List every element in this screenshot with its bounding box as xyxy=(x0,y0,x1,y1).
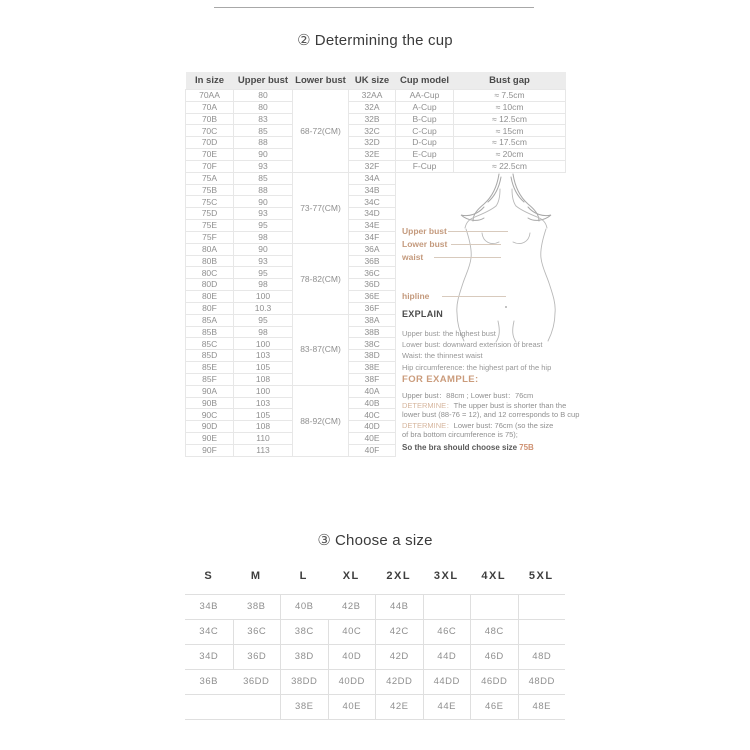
cup-size-table xyxy=(185,72,580,457)
conclusion-text: So the bra should choose size xyxy=(402,442,518,452)
size-cell: 48C xyxy=(470,620,518,645)
size-column-header: 2XL xyxy=(386,570,412,582)
size-cell: 44E xyxy=(423,695,471,720)
cup-cell-in-size: 85E xyxy=(186,362,234,374)
cup-table-header-row xyxy=(186,72,566,90)
cup-cell-upper-bust: 10.3 xyxy=(234,302,293,314)
cup-cell-in-size: 85A xyxy=(186,314,234,326)
size-cell: 46DD xyxy=(470,670,518,695)
cup-column-header: UK size xyxy=(349,72,396,90)
size-section-title xyxy=(0,531,750,549)
cup-cell-upper-bust: 93 xyxy=(234,208,293,220)
size-cell: 36DD xyxy=(233,670,281,695)
cup-cell-in-size: 70F xyxy=(186,160,234,172)
cup-cell-upper-bust: 98 xyxy=(234,279,293,291)
cup-cell-cup-model: B-Cup xyxy=(396,113,454,125)
cup-table-body xyxy=(186,90,580,457)
cup-cell-upper-bust: 93 xyxy=(234,255,293,267)
cup-cell-uk-size: 40D xyxy=(349,421,396,433)
cup-cell-lower-bust: 68-72(CM) xyxy=(293,90,349,173)
cup-cell-upper-bust: 105 xyxy=(234,362,293,374)
cup-cell-in-size: 90B xyxy=(186,397,234,409)
size-cell: 40DD xyxy=(328,670,376,695)
example-determine-2 xyxy=(402,421,579,431)
cup-cell-uk-size: 34E xyxy=(349,220,396,232)
cup-cell-uk-size: 40A xyxy=(349,385,396,397)
size-cell: 34B xyxy=(185,595,233,620)
size-cell: 48D xyxy=(518,645,566,670)
size-cell: 44DD xyxy=(423,670,471,695)
circled-2-icon: ② xyxy=(297,32,311,49)
waist-leader-line xyxy=(434,257,501,258)
size-cell: 36D xyxy=(233,645,281,670)
example-determine-2-cont: of bra bottom circumference is 75); xyxy=(402,430,518,440)
size-cell: 42DD xyxy=(375,670,423,695)
cup-cell-upper-bust: 103 xyxy=(234,397,293,409)
cup-cell-uk-size: 40B xyxy=(349,397,396,409)
cup-cell-in-size: 75B xyxy=(186,184,234,196)
cup-table-row xyxy=(186,90,566,102)
cup-section-title xyxy=(0,31,750,49)
cup-cell-upper-bust: 98 xyxy=(234,231,293,243)
size-cell: 38E xyxy=(280,695,328,720)
cup-column-header: Cup model xyxy=(396,72,454,90)
cup-cell-uk-size: 34B xyxy=(349,184,396,196)
explain-line: Upper bust: the highest bust xyxy=(402,328,496,338)
size-cell: 48E xyxy=(518,695,566,720)
waist-label: waist xyxy=(402,251,424,262)
cup-cell-uk-size: 34A xyxy=(349,172,396,184)
cup-cell-uk-size: 38A xyxy=(349,314,396,326)
cup-cell-uk-size: 36E xyxy=(349,291,396,303)
cup-cell-lower-bust: 88-92(CM) xyxy=(293,385,349,456)
cup-cell-lower-bust: 73-77(CM) xyxy=(293,172,349,243)
cup-cell-uk-size: 36F xyxy=(349,302,396,314)
cup-cell-upper-bust: 90 xyxy=(234,149,293,161)
size-cell: 48DD xyxy=(518,670,566,695)
cup-cell-uk-size: 34F xyxy=(349,231,396,243)
size-column-header: 4XL xyxy=(481,570,507,582)
cup-cell-in-size: 90E xyxy=(186,433,234,445)
cup-column-header: Bust gap xyxy=(454,72,566,90)
cup-column-header: In size xyxy=(186,72,234,90)
figure-and-explanation-panel xyxy=(396,173,580,457)
example-determine-1-cont: lower bust (88-76 = 12), and 12 corresponds to B cup xyxy=(402,410,580,420)
cup-cell-in-size: 70A xyxy=(186,101,234,113)
size-column-header: 3XL xyxy=(433,570,459,582)
cup-cell-uk-size: 32A xyxy=(349,101,396,113)
cup-cell-lower-bust: 83-87(CM) xyxy=(293,314,349,385)
cup-cell-upper-bust: 98 xyxy=(234,326,293,338)
cup-cell-uk-size: 32B xyxy=(349,113,396,125)
hipline-leader-line xyxy=(442,296,506,297)
cup-cell-uk-size: 40C xyxy=(349,409,396,421)
cup-cell-upper-bust: 100 xyxy=(234,338,293,350)
size-cell: 36C xyxy=(233,620,281,645)
cup-cell-cup-model: A-Cup xyxy=(396,101,454,113)
circled-3-icon: ③ xyxy=(317,532,331,549)
cup-table-row xyxy=(186,101,566,113)
conclusion-line xyxy=(402,443,579,453)
cup-cell-upper-bust: 85 xyxy=(234,125,293,137)
determine-label: DETERMINE： xyxy=(402,400,454,410)
cup-cell-uk-size: 32E xyxy=(349,149,396,161)
cup-cell-in-size: 85F xyxy=(186,373,234,385)
cup-cell-uk-size: 32AA xyxy=(349,90,396,102)
cup-cell-upper-bust: 88 xyxy=(234,184,293,196)
cup-cell-in-size: 80E xyxy=(186,291,234,303)
size-cell xyxy=(233,695,281,720)
size-column-header: 5XL xyxy=(528,570,554,582)
cup-cell-bust-gap: ≈ 12.5cm xyxy=(454,113,566,125)
cup-cell-in-size: 90C xyxy=(186,409,234,421)
size-cell: 40D xyxy=(328,645,376,670)
cup-cell-in-size: 80F xyxy=(186,302,234,314)
cup-table-row xyxy=(186,137,566,149)
size-cell: 40E xyxy=(328,695,376,720)
cup-cell-in-size: 70B xyxy=(186,113,234,125)
cup-column-header: Lower bust xyxy=(293,72,349,90)
cup-cell-in-size: 80B xyxy=(186,255,234,267)
cup-cell-upper-bust: 105 xyxy=(234,409,293,421)
cup-cell-upper-bust: 108 xyxy=(234,373,293,385)
size-cell xyxy=(423,595,471,620)
cup-cell-upper-bust: 95 xyxy=(234,267,293,279)
cup-cell-uk-size: 36B xyxy=(349,255,396,267)
cup-cell-in-size: 70AA xyxy=(186,90,234,102)
size-cell: 36B xyxy=(185,670,233,695)
size-cell: 42B xyxy=(328,595,376,620)
cup-cell-upper-bust: 80 xyxy=(234,90,293,102)
cup-cell-uk-size: 38D xyxy=(349,350,396,362)
size-cell: 46E xyxy=(470,695,518,720)
size-cell: 46C xyxy=(423,620,471,645)
explain-line: Lower bust: downward extension of breast xyxy=(402,340,543,350)
size-cell: 38DD xyxy=(280,670,328,695)
cup-cell-in-size: 90F xyxy=(186,444,234,456)
determine-1-text: The upper bust is shorter than the xyxy=(453,400,567,410)
cup-cell-uk-size: 40F xyxy=(349,444,396,456)
cup-cell-in-size: 90A xyxy=(186,385,234,397)
size-cell: 40C xyxy=(328,620,376,645)
determine-2-text: Lower bust: 76cm (so the size xyxy=(453,420,554,430)
size-column-header: L xyxy=(299,570,308,582)
example-determine-1 xyxy=(402,401,579,411)
example-text-block xyxy=(402,391,579,453)
lower-bust-label: Lower bust xyxy=(402,238,448,249)
cup-cell-bust-gap: ≈ 7.5cm xyxy=(454,90,566,102)
lower-bust-leader-line xyxy=(451,244,501,245)
figure-free-cell xyxy=(396,172,580,456)
cup-cell-in-size: 75F xyxy=(186,231,234,243)
cup-cell-lower-bust: 78-82(CM) xyxy=(293,243,349,314)
cup-cell-in-size: 80C xyxy=(186,267,234,279)
size-cell: 40B xyxy=(280,595,328,620)
cup-cell-upper-bust: 88 xyxy=(234,137,293,149)
cup-section-title-text: Determining the cup xyxy=(314,32,453,49)
cup-cell-upper-bust: 110 xyxy=(234,433,293,445)
cup-cell-uk-size: 38E xyxy=(349,362,396,374)
cup-table-row xyxy=(186,125,566,137)
cup-cell-upper-bust: 85 xyxy=(234,172,293,184)
cup-cell-in-size: 75E xyxy=(186,220,234,232)
size-cell: 38C xyxy=(280,620,328,645)
cup-cell-uk-size: 36D xyxy=(349,279,396,291)
size-cell: 44B xyxy=(375,595,423,620)
size-column-header: S xyxy=(204,570,214,582)
size-cell: 44D xyxy=(423,645,471,670)
size-column-header: M xyxy=(250,570,262,582)
cup-cell-in-size: 90D xyxy=(186,421,234,433)
cup-cell-in-size: 80A xyxy=(186,243,234,255)
size-cell xyxy=(518,620,566,645)
cup-cell-in-size: 75C xyxy=(186,196,234,208)
cup-cell-cup-model: AA-Cup xyxy=(396,90,454,102)
cup-cell-cup-model: E-Cup xyxy=(396,149,454,161)
cup-cell-in-size: 75D xyxy=(186,208,234,220)
size-table-grid xyxy=(185,594,565,720)
cup-table-row xyxy=(186,172,566,184)
cup-cell-bust-gap: ≈ 17.5cm xyxy=(454,137,566,149)
size-cell: 46D xyxy=(470,645,518,670)
cup-cell-upper-bust: 113 xyxy=(234,444,293,456)
cup-cell-cup-model: C-Cup xyxy=(396,125,454,137)
cup-cell-cup-model: D-Cup xyxy=(396,137,454,149)
example-measurements: Upper bust：88cm ; Lower bust：76cm xyxy=(402,390,534,400)
size-cell: 34C xyxy=(185,620,233,645)
upper-bust-label: Upper bust xyxy=(402,225,447,236)
cup-cell-in-size: 80D xyxy=(186,279,234,291)
cup-table-row xyxy=(186,149,566,161)
cup-cell-upper-bust: 95 xyxy=(234,314,293,326)
cup-cell-upper-bust: 90 xyxy=(234,196,293,208)
explain-line: Waist: the thinnest waist xyxy=(402,351,483,361)
size-cell: 38B xyxy=(233,595,281,620)
size-cell xyxy=(470,595,518,620)
cup-cell-in-size: 75A xyxy=(186,172,234,184)
cup-cell-upper-bust: 93 xyxy=(234,160,293,172)
explain-heading: EXPLAIN xyxy=(402,308,444,319)
determine-label: DETERMINE： xyxy=(402,420,454,430)
explain-text-block xyxy=(402,328,551,373)
size-table-header-row xyxy=(185,570,565,582)
cup-cell-upper-bust: 100 xyxy=(234,385,293,397)
cup-cell-in-size: 70C xyxy=(186,125,234,137)
cup-cell-in-size: 85C xyxy=(186,338,234,350)
cup-cell-uk-size: 32F xyxy=(349,160,396,172)
cup-cell-uk-size: 38F xyxy=(349,373,396,385)
cup-cell-upper-bust: 103 xyxy=(234,350,293,362)
cup-cell-upper-bust: 108 xyxy=(234,421,293,433)
upper-bust-leader-line xyxy=(448,231,508,232)
cup-cell-in-size: 85D xyxy=(186,350,234,362)
cup-cell-uk-size: 38B xyxy=(349,326,396,338)
top-divider-line xyxy=(214,7,534,8)
cup-column-header: Upper bust xyxy=(234,72,293,90)
cup-cell-cup-model: F-Cup xyxy=(396,160,454,172)
size-cell: 42D xyxy=(375,645,423,670)
cup-cell-in-size: 70D xyxy=(186,137,234,149)
size-cell: 42C xyxy=(375,620,423,645)
size-cell: 34D xyxy=(185,645,233,670)
cup-cell-bust-gap: ≈ 10cm xyxy=(454,101,566,113)
size-cell xyxy=(518,595,566,620)
size-cell: 42E xyxy=(375,695,423,720)
cup-cell-upper-bust: 90 xyxy=(234,243,293,255)
cup-cell-upper-bust: 83 xyxy=(234,113,293,125)
cup-cell-uk-size: 40E xyxy=(349,433,396,445)
cup-cell-in-size: 85B xyxy=(186,326,234,338)
explain-line: Hip circumference: the highest part of the hip xyxy=(402,362,552,372)
cup-cell-uk-size: 34D xyxy=(349,208,396,220)
size-cell: 38D xyxy=(280,645,328,670)
cup-cell-uk-size: 36C xyxy=(349,267,396,279)
size-cell xyxy=(185,695,233,720)
cup-cell-bust-gap: ≈ 20cm xyxy=(454,149,566,161)
for-example-heading: FOR EXAMPLE: xyxy=(402,373,479,385)
size-section-title-text: Choose a size xyxy=(335,532,433,549)
cup-cell-upper-bust: 80 xyxy=(234,101,293,113)
cup-cell-uk-size: 38C xyxy=(349,338,396,350)
cup-cell-uk-size: 32C xyxy=(349,125,396,137)
cup-cell-uk-size: 34C xyxy=(349,196,396,208)
cup-cell-upper-bust: 95 xyxy=(234,220,293,232)
cup-cell-bust-gap: ≈ 22.5cm xyxy=(454,160,566,172)
recommended-size: 75B xyxy=(519,442,534,452)
cup-cell-in-size: 70E xyxy=(186,149,234,161)
cup-cell-upper-bust: 100 xyxy=(234,291,293,303)
hipline-label: hipline xyxy=(402,290,430,301)
cup-cell-bust-gap: ≈ 15cm xyxy=(454,125,566,137)
cup-cell-uk-size: 32D xyxy=(349,137,396,149)
cup-table-row xyxy=(186,113,566,125)
cup-cell-uk-size: 36A xyxy=(349,243,396,255)
size-column-header: XL xyxy=(342,570,360,582)
